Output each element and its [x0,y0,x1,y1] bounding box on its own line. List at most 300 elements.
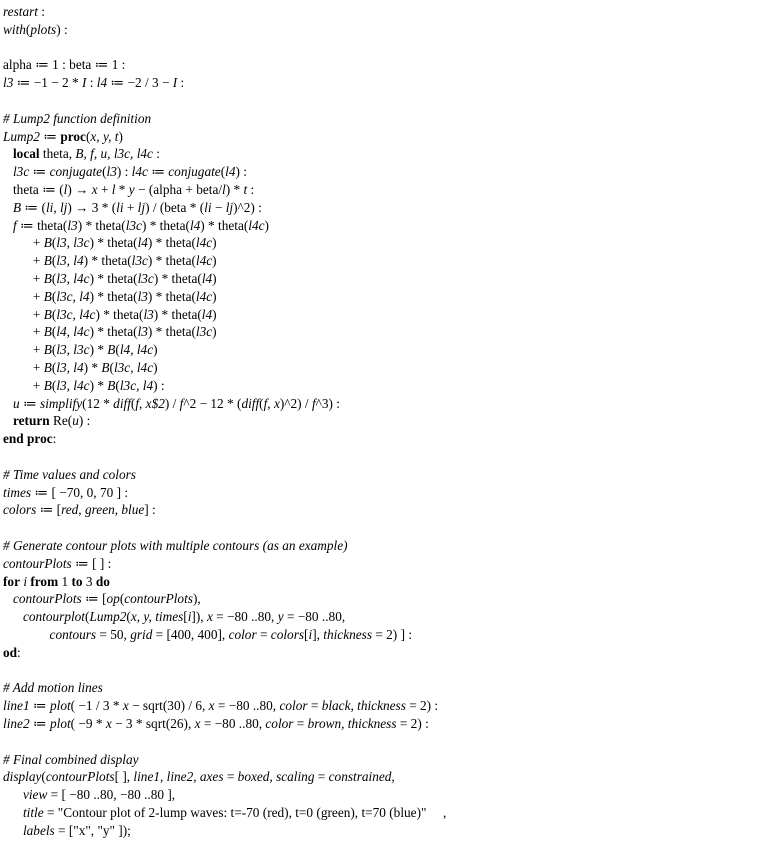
code-token: B [43,253,52,269]
code-token: ) [212,253,217,269]
code-token: to [71,573,83,589]
code-token: + [123,199,138,215]
code-token: ( [25,21,31,37]
code-token: + [97,182,112,197]
code-token: l3c [195,324,213,340]
code-line[interactable] [3,341,158,359]
code-token: f [311,395,316,411]
code-token: ( [115,342,120,358]
code-token: = [307,698,322,714]
code-token: conjugate [49,164,103,180]
code-token: end proc [3,431,53,447]
code-line[interactable] [3,270,217,288]
code-token: ) * [83,360,102,375]
code-token: (12 * [82,395,114,411]
code-token: ], [312,627,324,642]
code-token: # Final combined display [3,751,139,767]
code-token: l3, l4c [56,377,90,393]
code-token: ]), [191,609,207,625]
code-line[interactable] [3,128,123,146]
code-token [3,627,50,642]
code-token: color [279,698,308,714]
code-line[interactable] [3,74,184,92]
code-token: lj [137,199,146,215]
code-token: simplify [40,395,83,411]
code-token: l4 [225,164,236,180]
code-token: = −80 ..80, [212,609,278,625]
code-token: diff [241,395,260,411]
code-token: ) * theta( [147,288,196,304]
code-line[interactable] [3,21,68,39]
code-token [3,413,13,428]
code-token: red, green, blue [61,502,145,518]
code-token: = [ −80 ..80, −80 ..80 ], [47,787,176,803]
code-token: proc [60,128,86,144]
code-token: ) * [89,377,108,393]
code-token: : [177,75,185,91]
code-token: ) [264,217,269,233]
code-token: : [152,146,160,162]
code-line[interactable] [3,751,139,769]
code-token: # Add motion lines [3,680,103,696]
code-token: l4 [96,75,108,91]
code-token: + [3,235,44,251]
code-token: ≔ −2 / 3 − [107,75,173,91]
code-line[interactable] [3,679,103,697]
code-token: od [3,644,18,660]
code-token: ≔ [39,128,61,144]
code-token: alpha ≔ 1 : beta ≔ 1 : [3,57,126,73]
code-token: = "Contour plot of 2-lump waves: t=-70 (red), t=0 (green), t=70 (blue)" , [43,805,447,820]
code-token: t [243,182,248,197]
code-token: ) * theta( [200,217,249,233]
code-line[interactable] [3,644,21,662]
code-token: plot [49,716,71,731]
code-token: : [52,431,57,447]
code-line[interactable] [3,199,262,217]
code-token: x, y, t [90,128,119,144]
code-token: ≔ [19,395,41,411]
code-line[interactable] [3,430,56,448]
code-token: Re( [49,413,73,429]
code-line[interactable] [3,377,165,395]
code-token: : [247,182,255,197]
code-token: = [293,716,308,731]
code-token: line1, line2, axes [133,769,224,785]
code-token: + [3,306,44,322]
code-token: ( [119,591,125,607]
code-token: = 2) : [405,698,439,714]
code-token: = [314,769,329,785]
code-token: [ [304,627,309,642]
code-token: ) * theta( [89,271,138,286]
code-token: ≔ theta( [16,217,68,233]
code-token: color [265,716,294,731]
code-token: ^3) : [315,395,340,411]
code-line[interactable] [3,626,412,644]
code-token: plot [49,698,71,714]
code-token: l4 [189,217,201,233]
code-token: x [122,698,129,714]
code-token: y [277,609,284,625]
code-token: x, y, times [130,609,184,625]
code-token: restart [3,4,38,19]
code-line[interactable] [3,573,110,591]
code-token: l3, l4 [56,253,84,269]
code-token: l4, l4c [56,324,90,340]
code-token: ) * theta( [147,253,196,269]
code-token: ( [51,271,57,286]
code-line[interactable] [3,217,269,235]
code-token: = −80 ..80, [200,716,266,731]
code-token: l4c [195,288,213,304]
code-token: l4c [195,253,213,269]
code-token: l4c [248,217,265,233]
code-token: ) [153,342,158,358]
code-token: ( [85,128,91,144]
code-token: ≔ [ ] : [71,555,112,571]
code-token: x [206,609,213,625]
code-token: I [172,75,178,91]
code-line[interactable] [3,3,45,21]
code-token: x [208,698,215,714]
code-token: ) * theta( [95,306,144,322]
code-token: u [12,395,20,411]
code-token: l3 [3,75,14,91]
code-token: ) [118,128,123,144]
code-token: with [3,21,26,37]
code-token: brown, thickness [307,716,397,731]
code-token: I [81,75,87,91]
code-token: ( −9 * [70,716,106,731]
code-token: theta, [39,146,76,162]
code-token: x [105,716,112,731]
code-token: l3 [67,217,78,233]
code-token: # Lump2 function definition [3,110,152,126]
code-token: ) : [153,377,165,393]
code-token: times [3,484,32,500]
code-token: = 2) ] : [372,627,413,642]
code-token: f [12,217,17,233]
code-token: display [3,769,42,785]
code-token: contourPlots [12,591,82,607]
code-token: = 2) : [396,716,429,731]
code-token: ( [51,342,57,358]
code-token: l3, l4 [56,360,84,375]
code-token: ) / [164,395,180,411]
code-token [3,787,23,802]
code-token: − (alpha + beta/ [134,182,223,197]
code-line[interactable] [3,252,217,270]
code-line[interactable] [3,715,429,733]
code-token: + [3,342,44,358]
code-token: B [43,306,52,322]
code-token: ( [41,769,46,785]
code-token: ≔ [ [36,502,62,518]
code-token: contours [49,627,97,642]
code-token: : [86,75,97,91]
code-token: ( [109,360,114,375]
code-token: u [72,413,79,429]
code-token: l3 [143,306,154,322]
code-token: ) * [89,342,108,358]
code-token: x [194,716,201,731]
code-line[interactable] [3,804,446,822]
code-token: ) : [78,413,91,429]
code-line[interactable] [3,822,131,840]
code-line[interactable] [3,359,158,377]
code-token: : [37,4,46,19]
code-line[interactable] [3,288,217,306]
code-token [3,823,23,838]
code-token: f, x$2 [135,395,165,411]
code-token: view [22,787,48,803]
code-token: color [228,627,257,642]
code-line[interactable] [3,234,217,252]
code-token: ) * theta( [83,253,132,269]
code-token: ( −1 / 3 * [70,698,123,714]
code-token: ) * theta( [89,324,138,340]
code-line[interactable] [3,501,156,519]
code-line[interactable] [3,145,160,163]
code-token: f [179,395,184,411]
code-token: )^2) : [233,199,262,215]
code-token: local [12,146,40,162]
code-line[interactable] [3,395,340,413]
code-token: x [91,182,98,197]
code-token: ) [212,235,217,251]
code-token: l4c [131,164,148,180]
code-token: l3c, l4 [119,377,154,393]
code-token: ) * theta( [141,217,190,233]
code-line[interactable] [3,181,254,199]
code-line[interactable] [3,537,348,555]
code-token: 1 [58,573,72,589]
code-token: ) * theta( [89,288,138,304]
code-token: ) * theta( [77,217,126,233]
code-token: B [43,271,52,286]
code-token: for [3,573,20,589]
code-token: f, x [263,395,280,411]
code-token: − sqrt(30) / 6, [128,698,209,714]
code-token: ( [51,377,57,393]
code-token: # Time values and colors [3,466,136,482]
code-token: l3 [137,288,148,304]
code-token: ) → 3 * ( [67,199,117,215]
code-token: ^2 − 12 * ( [183,395,242,411]
code-token: l3c [137,271,154,286]
code-token [3,218,13,233]
code-token: ( [51,324,57,340]
code-token: l [111,182,116,197]
code-token: i [308,627,313,642]
code-line[interactable] [3,697,438,715]
code-token: B [43,288,52,304]
code-token: ) * theta( [147,324,196,340]
code-token: theta ≔ ( [3,182,64,197]
code-token [3,146,13,161]
code-token: labels [22,822,55,838]
code-token: ( [51,306,57,322]
code-token: line2 [3,716,30,731]
code-token: # Generate contour plots with multiple contours (as an example) [3,538,348,553]
code-token: = [256,627,271,642]
code-token: ) → [67,182,92,197]
code-token [3,591,13,606]
code-token: contourplot [22,609,86,625]
code-line[interactable] [3,110,151,128]
code-token: ) * theta( [89,235,138,251]
code-token [3,200,13,215]
code-line[interactable] [3,555,111,573]
code-token: boxed, scaling [237,769,315,785]
code-token: + [3,271,44,286]
code-token: Lump2 [89,609,127,625]
code-token: constrained, [328,769,395,785]
code-token: B [107,342,116,358]
code-token: colors [3,502,37,518]
code-token: + [3,324,44,340]
code-token: ( [51,253,57,269]
code-token: l3 [106,164,117,180]
code-token: ) * theta( [147,235,196,251]
code-token: + [3,360,44,375]
code-token [3,396,13,411]
code-token: l3c [131,253,148,269]
code-token: [ ], [114,769,134,785]
code-token: contourPlots [3,555,72,571]
code-token: B [101,360,110,375]
code-token: ( [51,235,57,251]
code-line[interactable] [3,768,395,786]
code-token: B [43,324,52,340]
code-token: l4 [137,235,148,251]
code-token: ( [51,288,57,304]
code-token: plots [30,21,57,37]
code-line[interactable] [3,56,125,74]
code-token [3,164,13,179]
code-token: do [95,573,110,589]
code-token: l3, l3c [56,342,90,358]
code-token: l4, l4c [119,342,154,358]
code-token: ≔ [29,698,50,714]
code-token: from [30,573,59,589]
code-token: l3c [12,164,30,180]
code-token: = [400, 400], [152,627,229,642]
code-token: ) * theta( [153,271,202,286]
code-token: ≔ [ [81,591,107,607]
code-token: Lump2 [3,128,40,144]
code-token: return [12,413,50,429]
code-token: li [204,199,212,215]
code-token: i [187,609,192,625]
code-line[interactable] [3,163,247,181]
code-token: thickness [323,627,373,642]
code-token: lj [225,199,234,215]
code-token: line1 [3,698,30,714]
code-token: : [17,644,21,660]
code-line[interactable] [3,412,90,430]
code-token: ( [102,164,107,180]
code-line[interactable] [3,323,217,341]
code-line[interactable] [3,306,217,324]
code-token: ( [85,609,90,625]
code-token: + [3,253,44,269]
code-line[interactable] [3,466,136,484]
code-token: ) * theta( [153,306,202,322]
code-token: ) [153,360,158,375]
code-line[interactable] [3,608,345,626]
code-token: B [43,342,52,358]
code-token: l3c, l4c [113,360,154,375]
code-token: − [211,199,226,215]
code-token: li [116,199,124,215]
code-token: B [12,199,22,215]
code-token: conjugate [168,164,221,180]
code-token: B [107,377,116,393]
code-token: ( [130,395,136,411]
code-token: − 3 * sqrt(26), [111,716,195,731]
code-token: + [3,288,44,304]
code-token: l [222,182,226,197]
code-token: diff [113,395,131,411]
code-token: ) [212,324,217,340]
code-token: ( [126,609,131,625]
code-token: = 50, [96,627,131,642]
code-token: ) : [235,164,247,180]
code-token: B [43,377,52,393]
code-token: ≔ [147,164,169,180]
code-line[interactable] [3,484,128,502]
code-token: ≔ [ −70, 0, 70 ] : [31,484,129,500]
code-token: B, f, u, l3c, l4c [75,146,153,162]
code-token: l3, l3c [56,235,90,251]
code-token: + [3,377,44,393]
code-token: ) [212,288,217,304]
code-token: y [128,182,135,197]
code-token: ≔ [29,716,50,731]
code-token: l4 [201,271,213,286]
code-token: [ [183,609,188,625]
code-line[interactable] [3,786,175,804]
code-token: )^2) / [279,395,312,411]
code-token: ( [259,395,264,411]
code-token: l3, l4c [56,271,90,286]
code-token: l4c [195,235,213,251]
code-token: l3c, l4 [56,288,90,304]
code-token [3,805,23,820]
code-token: colors [270,627,305,642]
code-token: B [43,235,52,251]
code-token: grid [130,627,153,642]
code-token: ) : [116,164,132,180]
code-token: = [223,769,238,785]
code-token: l3c [125,217,142,233]
code-line[interactable] [3,590,201,608]
code-token: ) * [225,182,244,197]
code-token: l3c, l4c [56,306,96,322]
code-token: contourPlots [45,769,115,785]
code-token: title [22,805,44,820]
code-token: ) / (beta * ( [145,199,205,215]
code-token: ( [220,164,226,180]
code-token: * [115,182,129,197]
code-token: ) [212,271,217,286]
code-token: ( [115,377,120,393]
code-token: black, thickness [321,698,406,714]
code-token: 3 [82,573,96,589]
code-token: ≔ ( [21,199,46,215]
